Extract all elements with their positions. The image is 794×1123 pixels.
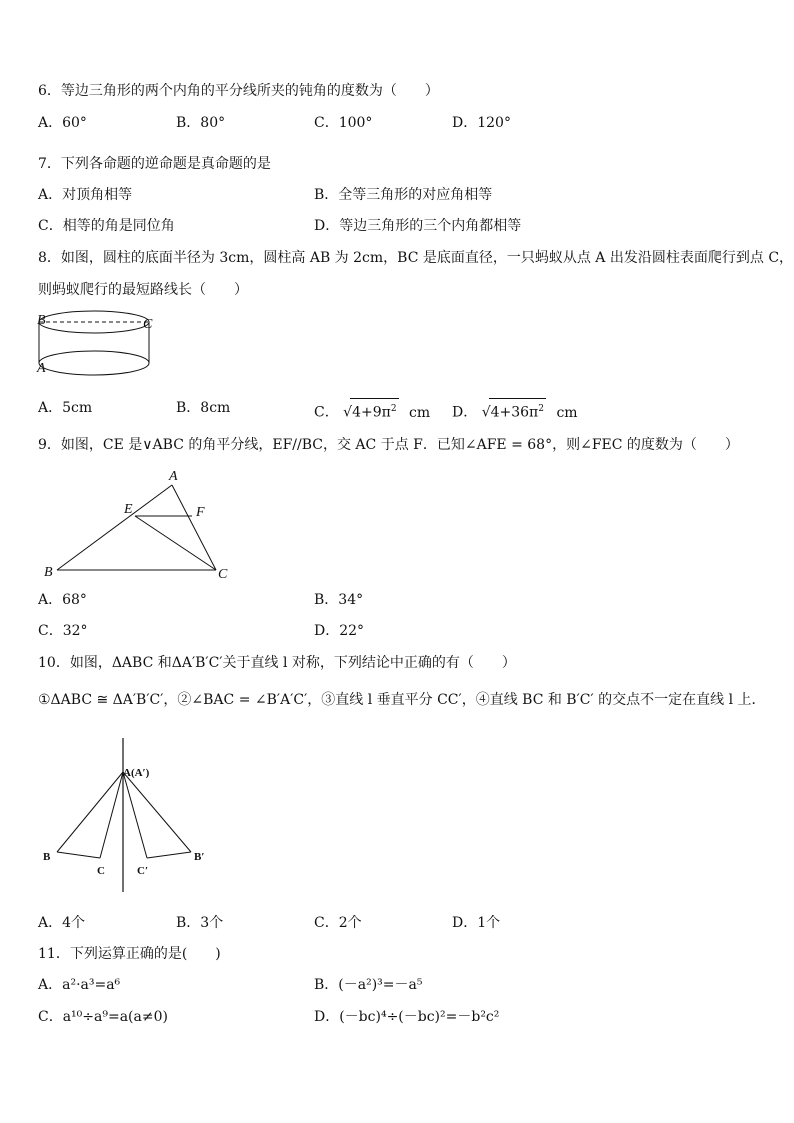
label-b: B [44,565,53,580]
label-a: A [37,361,46,376]
q7-option-d: D．等边三角形的三个内角都相等 [314,218,522,234]
sqrt-sign-icon: √ [343,404,353,421]
q8-option-c: C． $√4+9\pi^2$ cm [314,398,430,423]
segment-ab [57,772,123,852]
q11-option-b: B．(－a²)³=－a⁵ [314,977,423,993]
label-c-prime: C′ [137,865,149,877]
label-b: B [43,851,51,863]
q8-option-d: D． $√4+36\pi^2$ cm [452,398,578,423]
segment-ac-prime [123,772,147,858]
segment-ce [135,516,216,570]
triangle-figure [36,464,236,584]
q9-option-d: D．22° [314,623,365,639]
label-b-prime: B′ [194,851,205,863]
segment-bc [57,852,100,858]
q11-option-a: A．a²·a³=a⁶ [38,977,121,993]
sqrt-sign-icon: √ [481,404,491,421]
question-9-stem: 9．如图，CE 是∨ABC 的角平分线，EF//BC，交 AC 于点 F．已知∠AFE = 68°，则∠FEC 的度数为（ ） [38,437,739,453]
label-c: C [218,567,228,582]
question-10-stem: 10．如图，ΔABC 和ΔA′B′C′关于直线 l 对称，下列结论中正确的有（ ） [38,655,516,671]
side-ab [57,485,172,570]
q11-option-c: C．a¹⁰÷a⁹=a(a≠0) [38,1009,168,1025]
q7-option-a: A．对顶角相等 [38,187,133,203]
q8-option-a: A．5cm [38,400,93,416]
q6-option-a: A．60° [38,115,87,131]
segment-ab-prime [123,772,191,852]
label-a: A [169,469,178,484]
question-7-stem: 7．下列各命题的逆命题是真命题的是 [38,156,271,172]
question-10-statements: ①ΔABC ≅ ΔA′B′C′，②∠BAC = ∠B′A′C′，③直线 l 垂直平分 CC′，④直线 BC 和 B′C′ 的交点不一定在直线 l 上． [38,692,766,708]
label-c: C [97,865,105,877]
label-a-aprime: A(A′) [123,767,150,779]
cylinder-bottom-ellipse [39,351,149,375]
question-8-stem-line2: 则蚂蚁爬行的最短路线长（ ） [38,282,248,298]
q9-option-c: C．32° [38,623,88,639]
segment-ac [100,772,123,858]
label-f: F [196,505,205,520]
q9-option-b: B．34° [314,592,364,608]
label-b: B [37,313,46,328]
q10-option-c: C．2个 [314,915,362,931]
cylinder-figure [36,308,160,382]
segment-bc-prime [147,852,191,858]
q10-option-a: A．4个 [38,915,86,931]
question-6-stem: 6．等边三角形的两个内角的平分线所夹的钝角的度数为（ ） [38,83,439,99]
label-c: C [143,317,153,332]
side-ac [172,485,216,570]
q6-option-d: D．120° [452,115,511,131]
label-e: E [124,502,133,517]
symmetry-figure [36,736,226,896]
q9-option-a: A．68° [38,592,87,608]
q10-option-b: B．3个 [176,915,224,931]
q7-option-c: C．相等的角是同位角 [38,218,175,234]
q10-option-d: D．1个 [452,915,501,931]
question-11-stem: 11．下列运算正确的是( ) [38,946,221,962]
q8-option-b: B．8cm [176,400,231,416]
q6-option-b: B．80° [176,115,226,131]
q7-option-b: B．全等三角形的对应角相等 [314,187,493,203]
q11-option-d: D．(－bc)⁴÷(－bc)²=－b²c² [314,1009,500,1025]
question-8-stem-line1: 8．如图，圆柱的底面半径为 3cm，圆柱高 AB 为 2cm，BC 是底面直径，一只蚂蚁从点 A 出发沿圆柱表面爬行到点 C， [38,250,794,266]
q6-option-c: C．100° [314,115,373,131]
